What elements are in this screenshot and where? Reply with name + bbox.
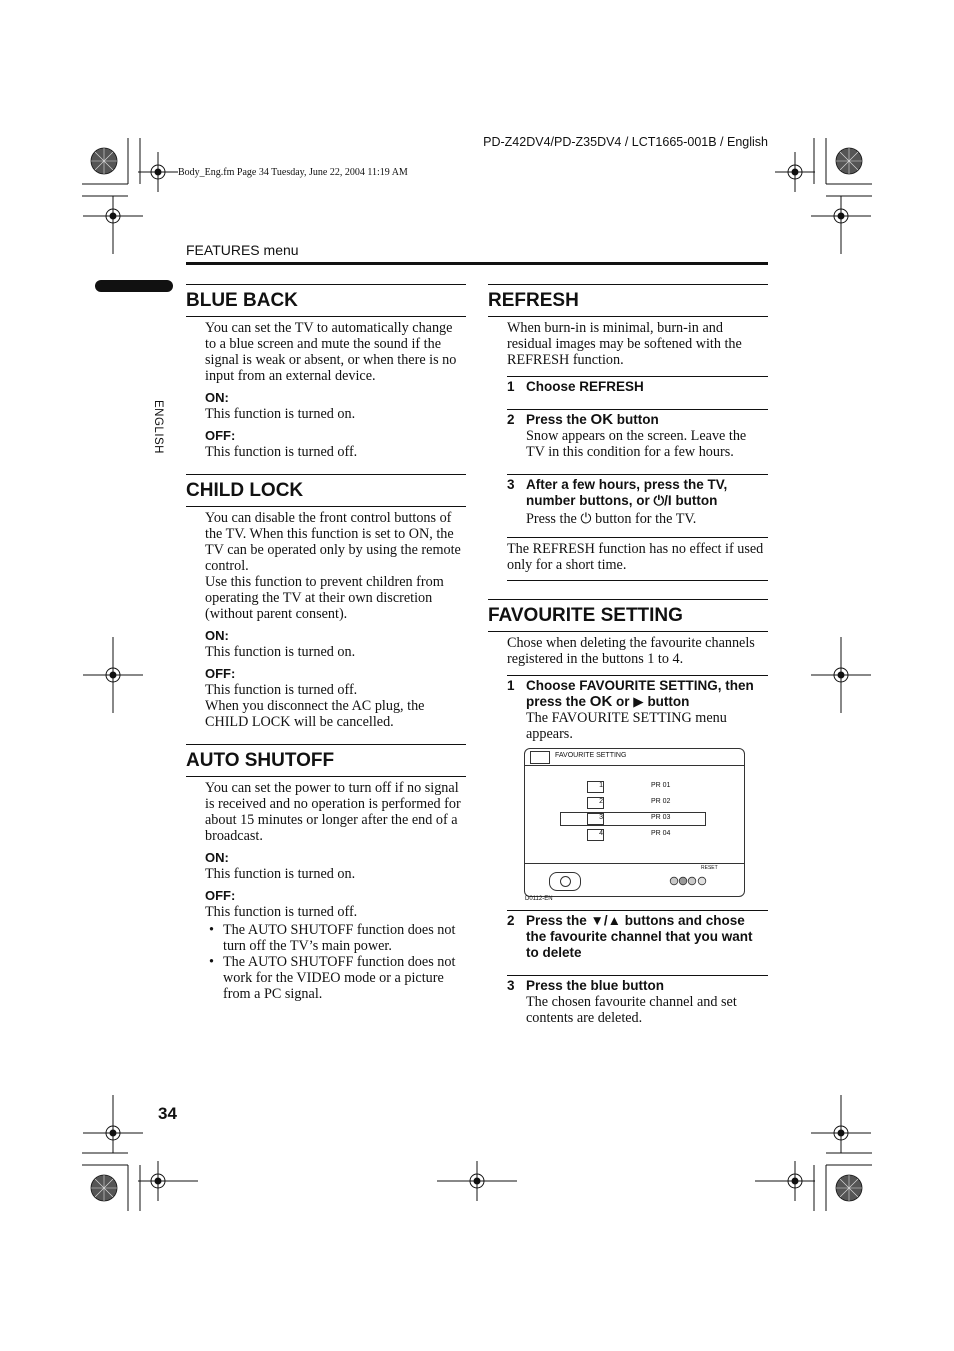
child-lock-off-text: This function is turned off. (205, 682, 358, 698)
ok-button-glyph: OK (589, 693, 613, 710)
screen-title: FAVOURITE SETTING (555, 752, 627, 759)
ok-button-glyph: OK (590, 411, 614, 428)
refresh-step-2-text: Snow appears on the screen. Leave the TV in this condition for a few hours. (526, 428, 747, 460)
favourite-heading: FAVOURITE SETTING (488, 605, 683, 626)
list-item: 1 PR 01 (585, 780, 705, 796)
figure-caption: D0112-EN (525, 896, 553, 902)
refresh-step-1: 1 Choose REFRESH (507, 379, 644, 394)
blue-back-section (186, 284, 466, 460)
selection-box (560, 812, 706, 826)
favourite-step-1: 1 Choose FAVOURITE SETTING, then press the OK or ▶ button The FAVOURITE SETTING menu appears. (507, 678, 754, 742)
refresh-section (488, 284, 768, 581)
book-icon: 2 (587, 797, 604, 809)
screen-title-bar (525, 749, 744, 766)
refresh-note: The REFRESH function has no effect if used only for a short time. (507, 541, 764, 573)
auto-shutoff-intro: You can set the power to turn off if no signal is received and no operation is performed for about 15 minutes or longer after the end of a broadcast. (205, 780, 461, 844)
child-lock-on-text: This function is turned on. (205, 644, 356, 660)
ok-circle-icon (560, 876, 571, 887)
list-item: 2 PR 02 (585, 796, 705, 812)
blue-back-on-label: ON: (205, 390, 229, 405)
menu-icon (530, 751, 550, 764)
favourite-step-3-text: The chosen favourite channel and set contents are deleted. (526, 994, 737, 1026)
power-icon: ⏻ (580, 511, 592, 527)
list-item: • The AUTO SHUTOFF function does not work for the VIDEO mode or a picture from a PC signal. (205, 954, 466, 1002)
refresh-step-3: 3 After a few hours, press the TV, number buttons, or ⏻/I button Press the ⏻ button for the TV. (507, 477, 728, 527)
blue-back-heading: BLUE BACK (186, 290, 298, 311)
blue-back-on-text: This function is turned on. (205, 406, 356, 422)
color-button-2 (679, 877, 687, 885)
auto-shutoff-on-text: This function is turned on. (205, 866, 356, 882)
section-label: FEATURES menu (186, 242, 299, 258)
color-buttons (669, 876, 711, 886)
blue-back-intro: You can set the TV to automatically change to a blue screen and mute the sound if the signal is weak or absent, or when there is no input from an external device. (205, 320, 457, 384)
auto-shutoff-section (186, 744, 466, 1002)
auto-shutoff-on-label: ON: (205, 850, 229, 865)
book-icon: 1 (587, 781, 604, 793)
list-item: • The AUTO SHUTOFF function does not turn off the TV’s main power. (205, 922, 466, 954)
favourite-step-1-text: The FAVOURITE SETTING menu appears. (526, 710, 727, 742)
right-arrow-icon: ▶ (633, 694, 644, 709)
side-language-label: ENGLISH (152, 400, 164, 454)
blue-back-off-label: OFF: (205, 428, 236, 443)
child-lock-intro-2: Use this function to prevent children from operating the TV at their own discretion (without parent consent). (205, 574, 444, 622)
refresh-step-2: 2 Press the OK button Snow appears on the screen. Leave the TV in this condition for a few hours. (507, 410, 768, 474)
left-column (186, 284, 466, 1002)
document-id: PD-Z42DV4/PD-Z35DV4 / LCT1665-001B / English (483, 135, 768, 149)
reset-label: RESET (701, 865, 718, 871)
power-icon: ⏻/I (653, 493, 672, 508)
list-item-selected: 3 PR 03 (585, 812, 705, 828)
favourite-step-2: 2 Press the ▼/▲ buttons and chose the favourite channel that you want to delete (507, 913, 753, 960)
right-column (488, 284, 768, 1026)
file-info: Body_Eng.fm Page 34 Tuesday, June 22, 2004 11:19 AM (178, 167, 408, 178)
auto-shutoff-notes (205, 922, 466, 1002)
list-item: 4 PR 04 (585, 828, 705, 844)
book-icon: 3 (587, 813, 604, 825)
favourite-step-3: 3 Press the blue button The chosen favourite channel and set contents are deleted. (507, 976, 768, 1026)
child-lock-off-note: When you disconnect the AC plug, the CHILD LOCK will be cancelled. (205, 698, 425, 730)
favourite-intro: Chose when deleting the favourite channels registered in the buttons 1 to 4. (507, 635, 755, 667)
color-button-1 (670, 877, 678, 885)
refresh-intro: When burn-in is minimal, burn-in and residual images may be softened with the REFRESH function. (507, 320, 742, 368)
screen-footer-divider (525, 863, 744, 864)
auto-shutoff-off-label: OFF: (205, 888, 236, 903)
favourite-setting-screen (524, 748, 745, 897)
child-lock-heading: CHILD LOCK (186, 480, 304, 501)
down-up-arrows-icon: ▼/▲ (590, 913, 622, 928)
auto-shutoff-off-text: This function is turned off. (205, 904, 358, 920)
color-button-3 (688, 877, 696, 885)
book-icon: 4 (587, 829, 604, 841)
child-lock-intro-1: You can disable the front control buttons of the TV. When this function is set to ON, the TV can be operated only by using the remote control. (205, 510, 461, 574)
color-button-4 (698, 877, 706, 885)
child-lock-on-label: ON: (205, 628, 229, 643)
favourite-list (585, 780, 705, 844)
blue-back-off-text: This function is turned off. (205, 444, 358, 460)
child-lock-section (186, 474, 466, 730)
page-number: 34 (158, 1104, 177, 1123)
section-tab-marker (95, 280, 173, 292)
header-rule (186, 262, 768, 265)
child-lock-off-label: OFF: (205, 666, 236, 681)
auto-shutoff-heading: AUTO SHUTOFF (186, 750, 335, 771)
refresh-heading: REFRESH (488, 290, 579, 311)
